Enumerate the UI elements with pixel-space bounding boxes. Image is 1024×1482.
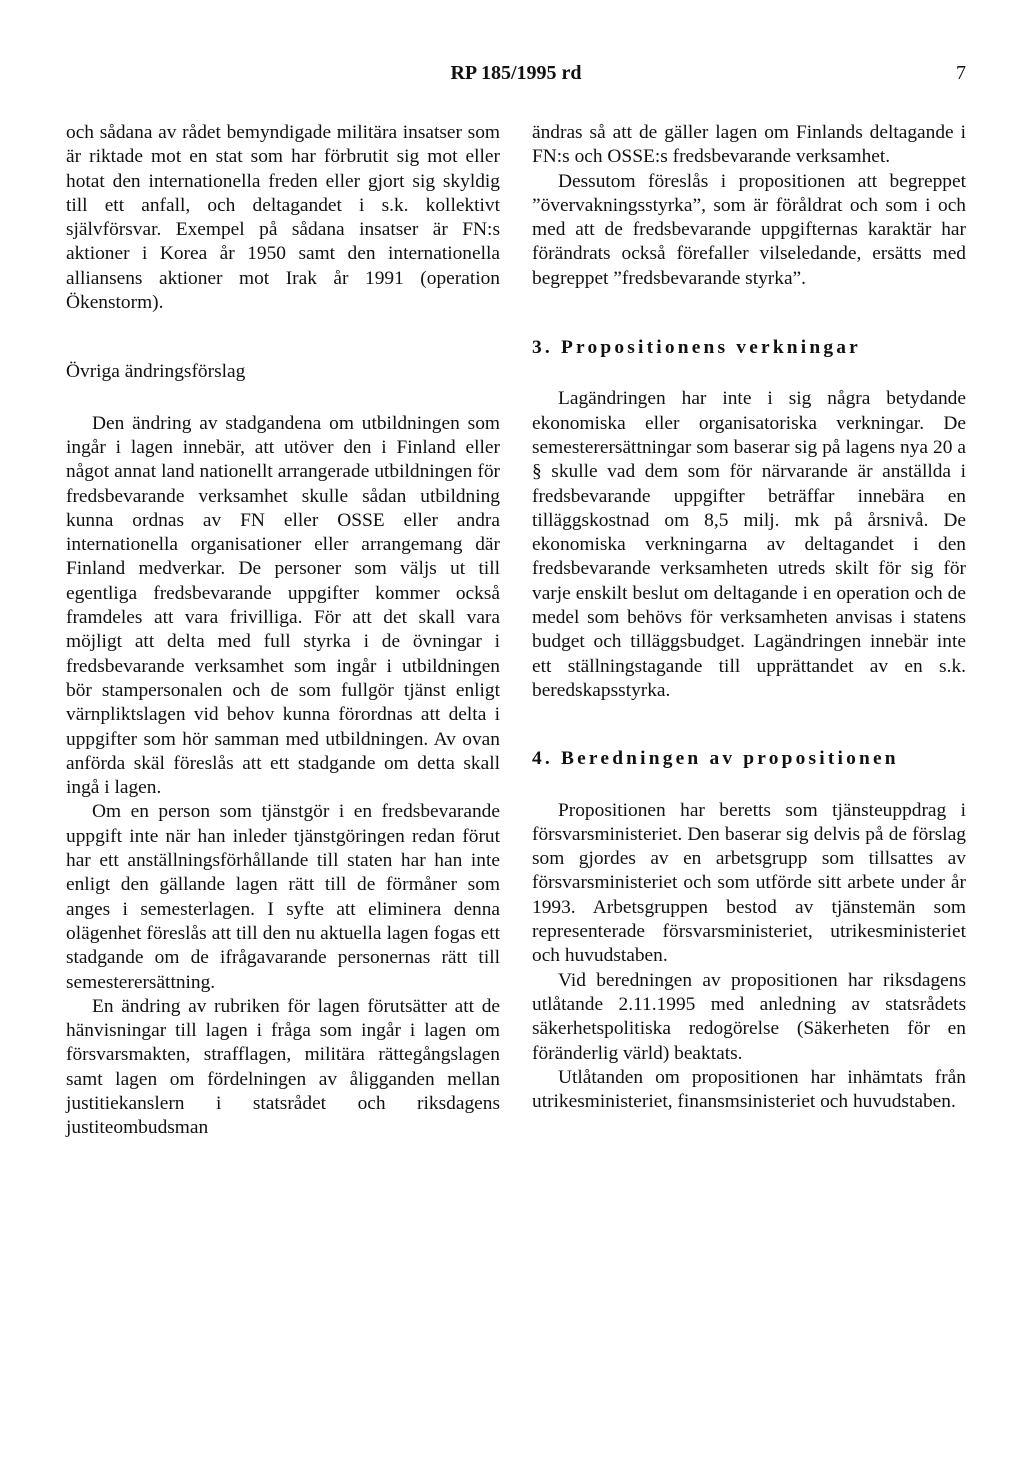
section-heading-4: 4. Beredningen av propositionen [532, 748, 899, 770]
running-title: RP 185/1995 rd [450, 62, 582, 84]
paragraph-continuation: och sådana av rådet bemyndigade militära insatser som är riktade mot en stat som har förbrutit sig mot eller hotat den internationella freden eller gjort sig skyldig till ett anfall, och deltagandet i s.k. kollektivt självförsvar. Exempel på sådana insatser är FN:s aktioner i Korea år 1950 samt den internationella alliansens aktioner mot Irak år 1991 (operation Ökenstorm). [66, 122, 500, 314]
paragraph: Lagändringen har inte i sig några betydande ekonomiska eller organisatoriska verkningar. De semesterersättningar som baserar sig på lagens nya 20 a § skulle vad dem som för närvarande är anställda i fredsbevarande uppgifter beträffar innebära en tilläggskostnad om 8,5 milj. mk på årsnivå. De ekonomiska verkningarna av deltagandet i den fredsbevarande verksamheten utreds skilt för sig för varje enskilt beslut om deltagande i en operation och de medel som behövs för verksamheten anvisas i statens budget och tilläggsbudget. Lagändringen innebär inte ett ställningstagande till upprättandet av en s.k. beredskapsstyrka. [532, 388, 966, 701]
paragraph: Den ändring av stadgandena om utbildningen som ingår i lagen innebär, att utöver den i Finland eller något annat land nationellt arrangerade utbildningen för fredsbevarande verksamhet skulle sådan utbildning kunna ordnas av FN eller OSSE eller andra internationella organisationer eller arrangemang där Finland medverkar. De personer som väljs ut till egentliga fredsbevarande uppgifter kommer också framdeles att vara frivilliga. För att det skall vara möjligt att delta med full styrka i de övningar i fredsbevarande verksamhet som ingår i utbildningen bör stampersonalen och de som fullgör tjänst enligt värnpliktslagen vid behov kunna förordnas att delta i uppgifter som hör samman med utbildningen. Av ovan anförda skäl föreslås att ett stadgande om detta skall ingå i lagen. [66, 412, 500, 799]
paragraph: En ändring av rubriken för lagen förutsätter att de hänvisningar till lagen i fråga som ingår i lagen om försvarsmakten, strafflagen, militära rättegångslagen samt lagen om fördelningen av åligganden mellan justitiekanslern i statsrådet och riksdagens justiteombudsman [66, 995, 500, 1139]
left-column [66, 121, 500, 1141]
section-heading-3: 3. Propositionens verkningar [532, 337, 861, 359]
right-column [532, 121, 966, 1114]
paragraph: Propositionen har beretts som tjänsteuppdrag i försvarsministeriet. Den baserar sig delvis på de förslag som gjordes av en arbetsgrupp som tillsattes av försvarsministeriet och som utförde sitt arbete under år 1993. Arbetsgruppen bestod av tjänstemän som representerade försvarsministeriet, utrikesministeriet och huvudstaben. [532, 799, 966, 967]
paragraph: Om en person som tjänstgör i en fredsbevarande uppgift inte när han inleder tjänstgöringen redan förut har ett anställningsförhållande till staten har han inte enligt den gällande lagen rätt till de förmåner som anges i semesterlagen. I syfte att eliminera denna olägenhet föreslås att till den nu aktuella lagen fogas ett stadgande om de ifrågavarande personernas rätt till semesterersättning. [66, 801, 500, 993]
paragraph-continuation: ändras så att de gäller lagen om Finlands deltagande i FN:s och OSSE:s fredsbevarande verksamhet. [532, 122, 966, 168]
section-heading-ovriga: Övriga ändringsförslag [66, 361, 246, 383]
paragraph: Vid beredningen av propositionen har riksdagens utlåtande 2.11.1995 med anledning av statsrådets säkerhetspolitiska redogörelse (Säkerheten för en föränderlig värld) beaktats. [532, 969, 966, 1064]
page-header [66, 62, 966, 92]
paragraph: Utlåtanden om propositionen har inhämtats från utrikesministeriet, finansmsinisteriet och huvudstaben. [532, 1066, 966, 1113]
page-number: 7 [956, 62, 966, 84]
paragraph: Dessutom föreslås i propositionen att begreppet ”övervakningsstyrka”, som är föråldrat och som i och med att de fredsbevarande uppgifternas karaktär har förändrats också förefaller vilseledande, ersätts med begreppet ”fredsbevarande styrka”. [532, 170, 966, 289]
